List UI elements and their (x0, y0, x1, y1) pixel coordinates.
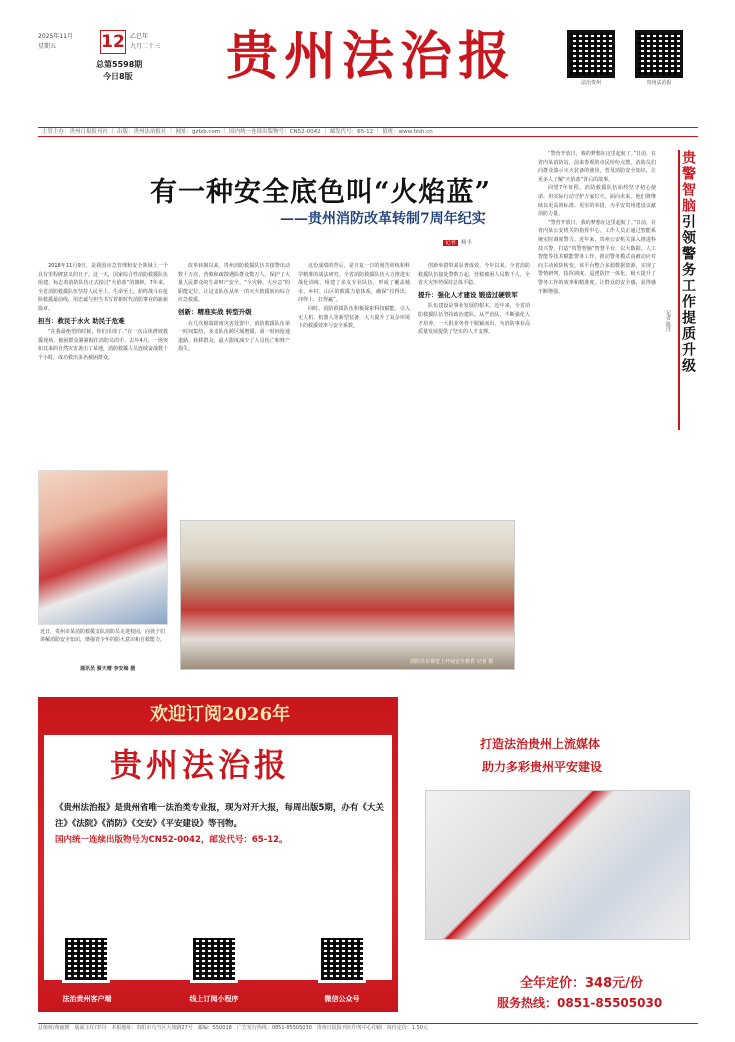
qr-label-miniprogram: 线上订阅小程序 (189, 995, 239, 1003)
promo-ad-line-2: 助力多彩贵州平安建设 (482, 760, 603, 774)
lunar-date: 九月二十三 (130, 43, 161, 50)
side-title-highlight: 贵警智脑 (680, 150, 696, 214)
qr-code-right (635, 30, 683, 78)
col2-section-heading: 创新：精准实战 转型升级 (178, 307, 252, 316)
byline-name: 杨丰 (461, 240, 473, 246)
article-column-2 (178, 262, 290, 514)
col4-text-b: 队伍建设是事业发展的根本。近年来，全省消防救援队伍坚持政治建队、从严治队，不断强化人才培养，一大批业务骨干脱颖而出，为消防事业高质量发展提供了坚实的人才支撑。 (418, 303, 530, 336)
side-title-rest: 引领警务工作提质升级 (680, 214, 696, 374)
article-column-3 (298, 262, 410, 514)
col3-text-b: 同时，消防救援队伍积极探索科技赋能，引入无人机、机器人等新型装备，大大提升了复杂环境下的救援效率与安全系数。 (298, 305, 410, 330)
side-column-byline: 记者 陈洋 (665, 310, 671, 332)
article-column-1 (38, 262, 168, 467)
article-column-4 (418, 262, 530, 514)
pages-today: 今日8版 (103, 72, 133, 81)
lunar-year: 乙巳年 (130, 33, 149, 40)
total-issue: 总第5598期 (96, 60, 143, 69)
col1-section-heading: 担当：救民于水火 助民于危难 (38, 316, 125, 325)
col5-text: “警营开放日，我的梦想在这里起航了。”日前，在省内某消防站，前来参观的市民纷纷点赞。消防员们向群众演示灭火装备的使用，普及消防安全知识，让更多人了解“火焰蓝”背后的故事。 (538, 151, 656, 183)
promo-ad-line-1: 打造法治贵州上流媒体 (480, 737, 601, 751)
col5-text-b: 回望7年征程，消防救援队伍始终坚守初心使命，用实际行动守护万家灯火。面向未来，他们将继续以更高的标准、更实的举措，为平安贵州建设贡献消防力量。 (538, 185, 656, 218)
qr-code-app (62, 935, 110, 983)
page-number: 12 (101, 32, 125, 52)
service-hotline: 服务热线：0851-85505030 (497, 996, 663, 1010)
qr-label-left: 法治贵州 (580, 80, 601, 86)
photo-b-caption: 消防员在课堂上开展安全教育 记者 摄 (410, 659, 494, 665)
date-line-1: 2025年11月 (38, 33, 73, 40)
side-column-title (678, 150, 698, 430)
byline-tag: 记者 (445, 240, 457, 246)
col2-text: 改革转制以来，贵州消防救援队伍共接警出动数十万次，营救和疏散遇险群众数万人，保护了大量人民群众的生命财产安全。“全灾种、大应急”的职能定位，让这支队伍从单一的灭火救援转向综合应急救援。 (178, 263, 290, 304)
qr-label-wechat: 微信公众号 (324, 995, 360, 1003)
qr-code-wechat (318, 935, 366, 983)
col4-text: 创新举措带来显著成效。今年以来，全省消防救援队伍接处警数万起，营救被困人员数千人，全省火灾形势保持总体平稳。 (418, 263, 530, 287)
annual-price: 全年定价：348元/份 (520, 976, 643, 991)
article-column-5 (538, 150, 656, 670)
masthead: 贵州法治报 (225, 26, 516, 87)
qr-code-miniprogram (190, 935, 238, 983)
qr-label-right: 贵州法治报 (646, 80, 672, 86)
subscription-ad-masthead: 贵州法治报 (110, 746, 291, 784)
footer-bar: 总值班/黄丽媛 版面主任/李丹 本报地址：贵阳市乌当区大坡路27号 邮编：550018 广告发行热线：0851-85505030 贵州日报报刊社印务中心印刷 每份定价：1.50元 (38, 1023, 698, 1033)
info-bar: 主管主办：贵州日报报刊社 ｜ 出版：贵州法治报社 ｜ 网址：gzfzb.com ｜ 国内统一连续出版物号：CN52-0042 ｜ 邮发代号：65-12 ｜ 值班：www.fzsh.cn (38, 127, 698, 137)
subscription-ad-main: 《贵州法治报》是贵州省唯一法治类专业报，现为对开大报，每周出版5期，办有《大关注》《法院》《消防》《交安》《平安建设》等刊物。 (55, 803, 384, 829)
article-headline: 有一种安全底色叫“火焰蓝” (150, 177, 492, 208)
qr-label-app: 法治贵州客户端 (62, 995, 112, 1003)
col1-text: 2018年11月9日，是我国应急管理和安全领域上一个具有里程碑意义的日子。这一天，国家综合性消防救援队伍组建，标志着消防队伍正式接过“火焰蓝”的旗帜。7年来，全省消防救援队伍坚持人民至上、生命至上，始终战斗在抢险救援最前线，用忠诚与担当书写着新时代消防事业的崭新篇章。 (38, 263, 168, 312)
newspaper-stack-image (425, 790, 690, 940)
article-subhead: ——贵州消防改革转制7周年纪实 (280, 211, 486, 227)
subscription-ad-text (55, 800, 385, 848)
side-column-text: “警营开放日，我的梦想在这里起航了。”日前，在省内某公安机关的指挥中心，工作人员正通过智能系统实时调度警力。近年来，贵州公安机关深入推进科技兴警，打造“贵警智脑”智慧平台，以大数据、人工智能等技术赋能警务工作，推动警务模式由被动应对向主动预防转变。该平台整合多源数据资源，实现了警情研判、指挥调度、巡逻防控一体化，极大提升了警务工作的效率和精准度，让群众的安全感、获得感不断增强。 (538, 219, 656, 295)
date-line-2: 星期五 (38, 43, 57, 50)
photo-classroom (180, 520, 515, 670)
photo-fire-safety-education (38, 470, 168, 625)
col4-section-heading: 提升：强化人才建设 锻造过硬铁军 (418, 290, 518, 299)
date-box (38, 30, 163, 90)
col3-text: 这份成绩的背后，是日复一日的刻苦训练和科学精准的战法研究。全省消防救援队伍大力推进实战化训练，组建了多支专业队伍，形成了覆盖城市、乡村、山区的救援力量体系，确保“拉得出、冲得上、打得赢”。 (298, 263, 410, 304)
col2-text-b: 在几次极端降雨灾害处置中，消防救援队伍第一时间集结，多支队伍跨区域增援，第一时间抢通道路、转移群众，最大限度减少了人员伤亡和财产损失。 (178, 320, 290, 353)
col1-text-b: “在我最绝望的时候，你们出现了。”在一次山体滑坡救援现场，被困群众紧紧握住消防员的手。去年4月，一场突如其来的自然灾害袭击了某地，消防救援人员连续奋战数十个小时，成功救出多名被困群众。 (38, 329, 168, 361)
photo-a-caption: 近日，贵州市某消防救援支队消防员走进校园，向孩子们讲解消防安全知识，增强青少年的防火意识和自救能力。 (40, 629, 166, 643)
qr-code-left (567, 30, 615, 78)
article-byline (443, 238, 472, 246)
photo-a-credit: 通讯员 蔡天晴 李安梅 摄 (80, 666, 136, 672)
subscription-ad-title: 欢迎订阅2026年 (150, 704, 291, 725)
subscription-ad-sub: 国内统一连续出版物号为CN52-0042，邮发代号：65-12。 (55, 835, 288, 845)
